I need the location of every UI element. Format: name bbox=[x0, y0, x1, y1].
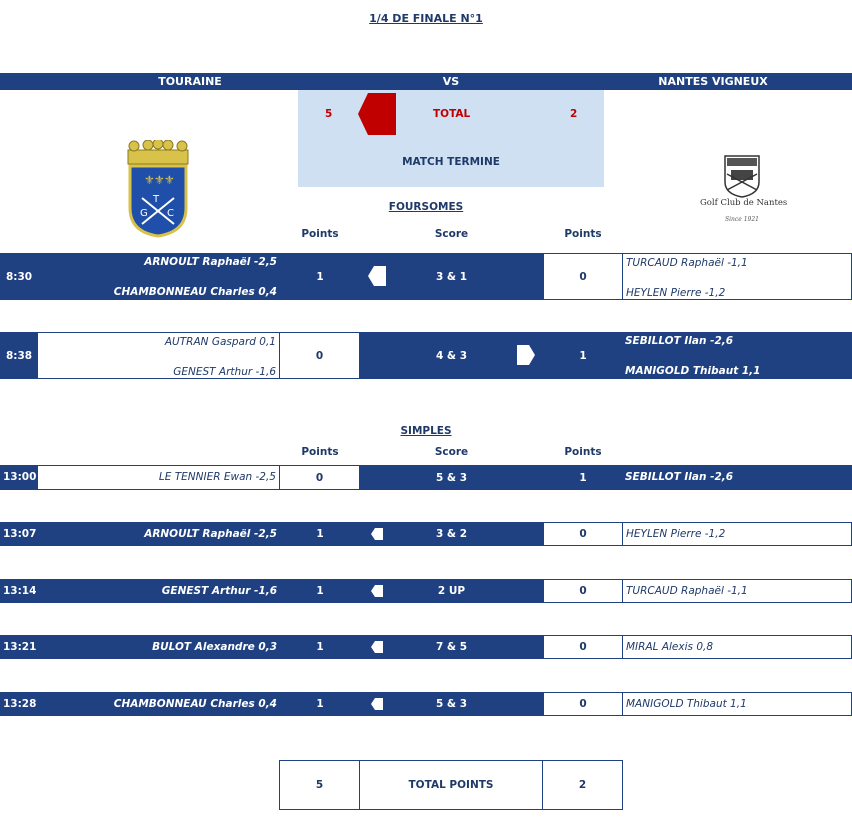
left-points: 0 bbox=[279, 332, 360, 379]
left-player-cell bbox=[37, 465, 280, 490]
right-player: SEBILLOT Ilan -2,6 bbox=[625, 335, 734, 347]
left-player: ARNOULT Raphaël -2,5 bbox=[144, 528, 277, 540]
castle-emblem-icon bbox=[721, 152, 763, 198]
match-score: 5 & 3 bbox=[435, 471, 468, 484]
total-label: TOTAL bbox=[433, 108, 471, 120]
simple-row bbox=[0, 579, 852, 603]
total-right-score: 2 bbox=[570, 108, 578, 120]
right-points: 0 bbox=[543, 579, 623, 603]
foursomes-points-left-header: Points bbox=[301, 228, 339, 240]
right-player-cell bbox=[622, 522, 852, 546]
total-left-score: 5 bbox=[325, 108, 333, 120]
vs-label: VS bbox=[442, 75, 460, 88]
left-player: GENEST Arthur -1,6 bbox=[173, 366, 276, 378]
right-player-cell bbox=[622, 692, 852, 716]
total-score-box bbox=[298, 90, 604, 187]
svg-text:T: T bbox=[153, 194, 160, 205]
left-points: 1 bbox=[316, 698, 324, 710]
right-players-cell bbox=[622, 253, 852, 300]
match-score: 3 & 2 bbox=[435, 528, 468, 540]
right-player-cell bbox=[622, 635, 852, 659]
left-players-cell bbox=[37, 332, 280, 379]
touraine-crest-logo bbox=[124, 140, 192, 238]
left-player: CHAMBONNEAU Charles 0,4 bbox=[113, 698, 277, 710]
right-team-name: NANTES VIGNEUX bbox=[658, 75, 768, 88]
foursome-row bbox=[0, 332, 852, 379]
teams-header-bar bbox=[0, 73, 852, 90]
match-time: 13:28 bbox=[3, 698, 37, 710]
match-time: 13:00 bbox=[3, 471, 37, 483]
match-score: 2 UP bbox=[437, 585, 466, 597]
right-player: SEBILLOT Ilan -2,6 bbox=[625, 471, 734, 483]
right-points: 1 bbox=[579, 471, 587, 484]
foursome-row bbox=[0, 253, 852, 300]
svg-text:⚜: ⚜ bbox=[144, 173, 155, 187]
match-score: 4 & 3 bbox=[435, 349, 468, 362]
right-points: 1 bbox=[579, 349, 587, 362]
left-points: 1 bbox=[316, 585, 324, 597]
nantes-golf-club-logo bbox=[700, 150, 788, 228]
right-player: MIRAL Alexis 0,8 bbox=[626, 641, 714, 653]
left-team-name: TOURAINE bbox=[158, 75, 222, 88]
nantes-logo-text: Golf Club de Nantes bbox=[700, 198, 788, 208]
simples-points-left-header: Points bbox=[301, 446, 339, 458]
right-points: 0 bbox=[543, 635, 623, 659]
right-player: TURCAUD Raphaël -1,1 bbox=[626, 257, 748, 269]
svg-text:⚜: ⚜ bbox=[164, 173, 175, 187]
total-points-label: TOTAL POINTS bbox=[359, 760, 543, 810]
right-points: 0 bbox=[543, 522, 623, 546]
total-points-table bbox=[279, 760, 623, 810]
match-time: 8:30 bbox=[6, 271, 33, 283]
foursomes-points-right-header: Points bbox=[564, 228, 602, 240]
right-points: 0 bbox=[543, 253, 623, 300]
simple-row bbox=[0, 692, 852, 716]
page-title: 1/4 DE FINALE N°1 bbox=[369, 12, 483, 25]
simples-score-header: Score bbox=[434, 446, 469, 458]
right-winner-flag-icon bbox=[517, 345, 535, 365]
right-player: HEYLEN Pierre -1,2 bbox=[626, 287, 726, 299]
svg-text:C: C bbox=[167, 208, 174, 219]
match-status: MATCH TERMINE bbox=[402, 156, 500, 168]
left-points: 1 bbox=[316, 641, 324, 653]
left-player: AUTRAN Gaspard 0,1 bbox=[164, 336, 276, 348]
simples-points-right-header: Points bbox=[564, 446, 602, 458]
foursomes-title: FOURSOMES bbox=[388, 201, 464, 213]
right-points: 0 bbox=[543, 692, 623, 716]
left-points: 0 bbox=[279, 465, 360, 490]
right-player: HEYLEN Pierre -1,2 bbox=[626, 528, 726, 540]
svg-text:G: G bbox=[140, 208, 148, 219]
left-player: GENEST Arthur -1,6 bbox=[161, 585, 277, 597]
match-score: 5 & 3 bbox=[435, 698, 468, 710]
right-player: TURCAUD Raphaël -1,1 bbox=[626, 585, 748, 597]
left-player: CHAMBONNEAU Charles 0,4 bbox=[113, 286, 277, 298]
left-winner-flag-icon bbox=[358, 93, 396, 135]
left-points: 1 bbox=[316, 270, 324, 283]
match-time: 13:21 bbox=[3, 641, 37, 653]
left-player: BULOT Alexandre 0,3 bbox=[152, 641, 277, 653]
right-player: MANIGOLD Thibaut 1,1 bbox=[626, 698, 747, 710]
match-time: 13:14 bbox=[3, 585, 37, 597]
nantes-logo-since: Since 1921 bbox=[725, 216, 759, 223]
match-score: 3 & 1 bbox=[435, 270, 468, 283]
foursomes-score-header: Score bbox=[434, 228, 469, 240]
simple-row bbox=[0, 635, 852, 659]
left-player: ARNOULT Raphaël -2,5 bbox=[144, 256, 277, 268]
svg-text:⚜: ⚜ bbox=[154, 173, 165, 187]
match-time: 8:38 bbox=[6, 350, 33, 362]
simple-row bbox=[0, 465, 852, 490]
match-score: 7 & 5 bbox=[435, 641, 468, 653]
total-points-left: 5 bbox=[279, 760, 360, 810]
total-points-right: 2 bbox=[542, 760, 623, 810]
match-time: 13:07 bbox=[3, 528, 37, 540]
left-points: 1 bbox=[316, 528, 324, 540]
simples-title: SIMPLES bbox=[400, 425, 452, 437]
right-player: MANIGOLD Thibaut 1,1 bbox=[625, 365, 761, 377]
left-player: LE TENNIER Ewan -2,5 bbox=[158, 471, 276, 483]
simple-row bbox=[0, 522, 852, 546]
right-player-cell bbox=[622, 579, 852, 603]
